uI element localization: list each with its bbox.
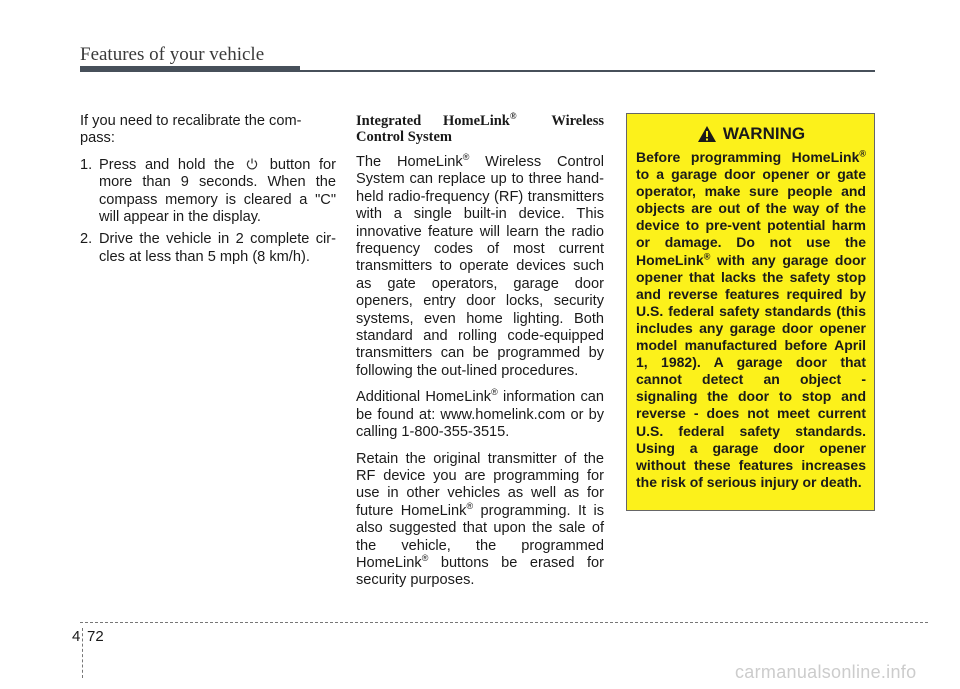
footer-rule	[80, 622, 928, 623]
page-number: 72	[87, 628, 104, 645]
left-column	[80, 113, 336, 271]
step-text: Press and hold the button for more than 9 seconds. When the compass memory is cleared a "C" will appear in the display.	[99, 156, 336, 226]
step-1	[80, 157, 336, 227]
recalibrate-intro: If you need to recalibrate the com-pass:	[80, 113, 302, 147]
homelink-para-1: The HomeLink® Wireless Control System can replace up to three hand-held radio-frequency (RF) transmitters with a single built-in device. This innovative feature will learn the radio frequency codes of most current transmitters to operate devices such as gate operators, garage door openers, entry door locks, security systems, even home lighting. Both standard and rolling code-equipped transmitters can be programmed by following the out-lined procedures.	[356, 152, 604, 379]
warning-box	[626, 113, 875, 511]
step-number: 1.	[80, 156, 93, 173]
step-number: 2.	[80, 231, 93, 248]
power-icon	[245, 158, 259, 170]
right-column	[356, 113, 604, 599]
warning-header	[636, 124, 866, 144]
homelink-para-3: Retain the original transmitter of the RF device you are programming for use in other vehicles as well as for future HomeLink® programming. It is also suggested that upon the sale of the vehicle, the programmed HomeLink® buttons be erased for security purposes.	[356, 450, 605, 589]
warning-title: WARNING	[722, 124, 806, 143]
step-text: Drive the vehicle in 2 complete cir-cles at less than 5 mph (8 km/h).	[99, 231, 336, 265]
footer-divider	[82, 628, 83, 678]
chapter-number: 4	[72, 628, 81, 645]
warning-triangle-icon	[697, 125, 717, 143]
step-2	[80, 231, 336, 266]
header-rule	[80, 66, 300, 72]
homelink-para-2: Additional HomeLink® information can be found at: www.homelink.com or by calling 1-800-355-3515.	[356, 387, 604, 441]
header-rule-thin	[300, 70, 875, 72]
page-header-title: Features of your vehicle	[80, 44, 265, 65]
watermark: carmanualsonline.info	[735, 662, 917, 682]
warning-text: Before programming HomeLink® to a garage door opener or gate operator, make sure people and objects are out of the way of the device to pre-vent potential harm or damage. Do not use the HomeLink® with any garage door opener that lacks the safety stop and reverse features required by U.S. federal safety standards (this includes any garage door opener model manufactured before April 1, 1982). A garage door that cannot detect an object - signaling the door to stop and reverse - does not meet current U.S. federal safety standards. Using a garage door opener without these features increases the risk of serious injury or death.	[636, 148, 866, 490]
homelink-heading: Integrated HomeLink® Wireless Control System	[356, 111, 604, 145]
